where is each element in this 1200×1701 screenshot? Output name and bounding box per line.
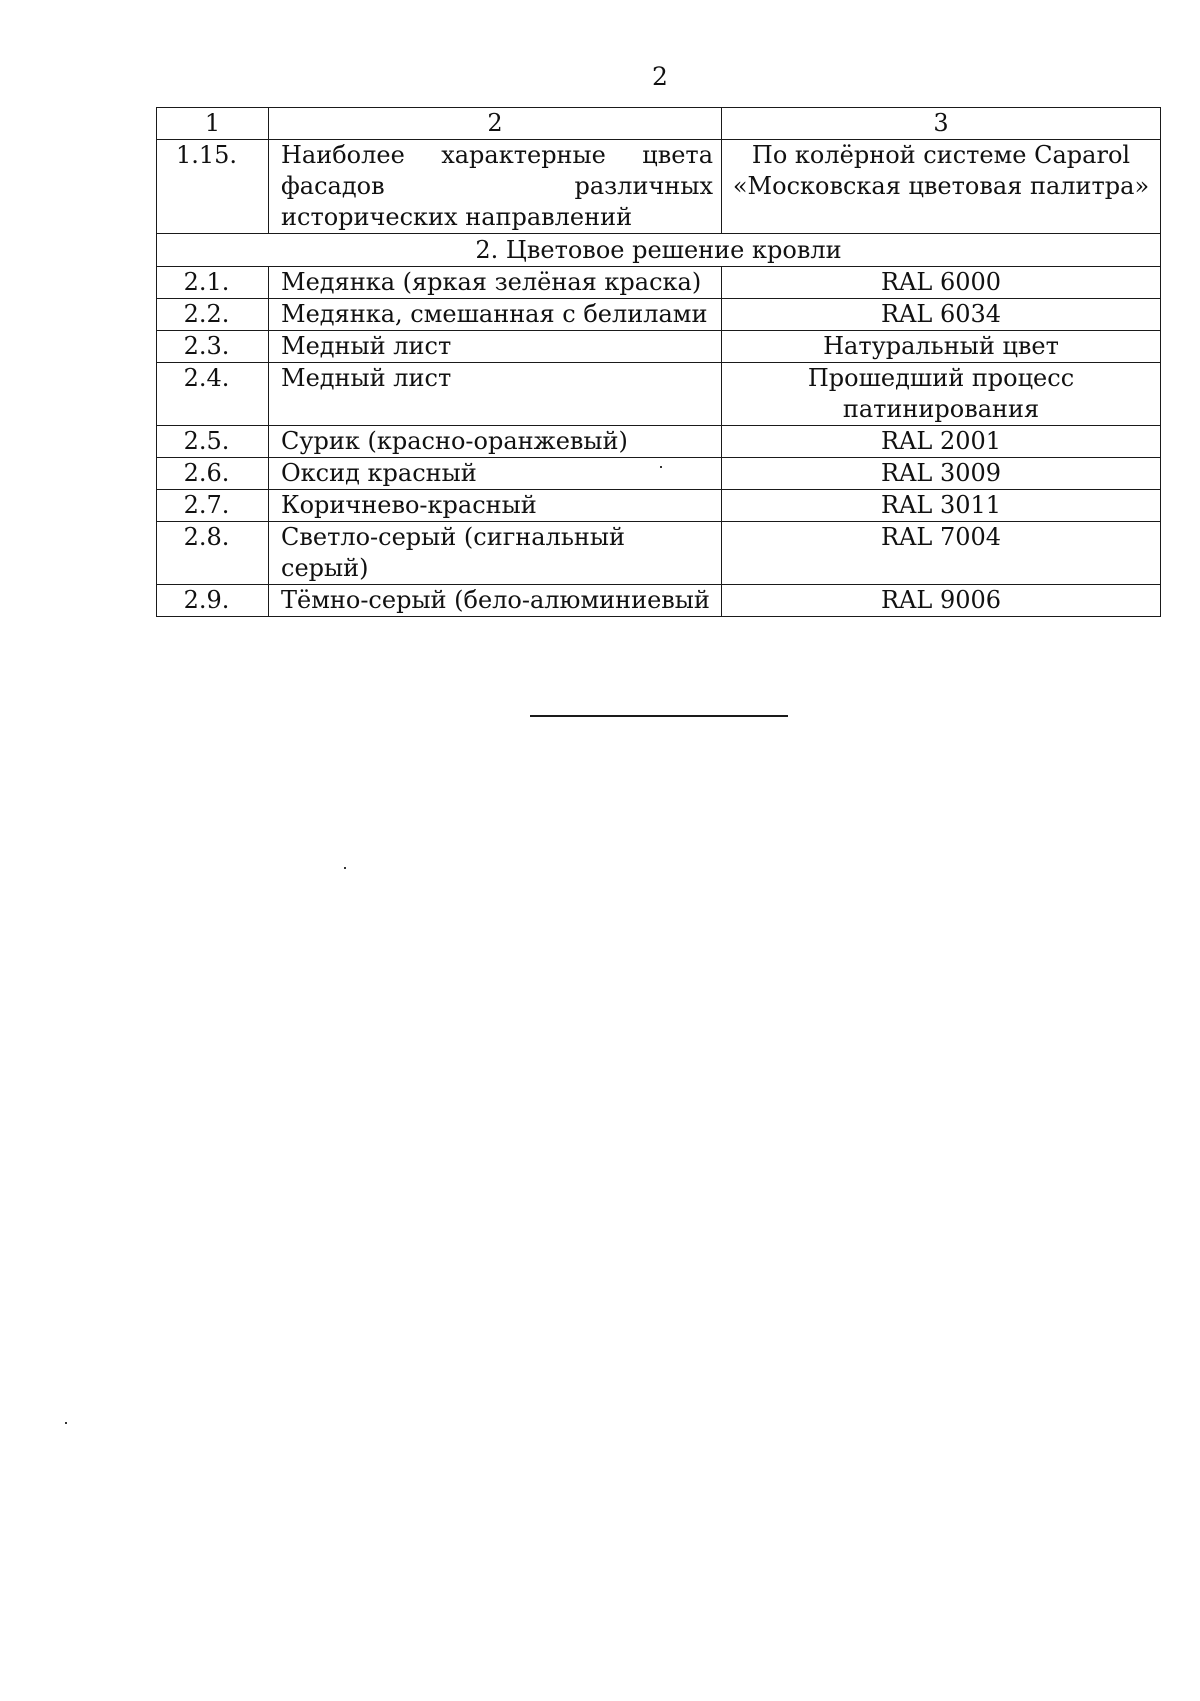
- roof-color-table: [156, 107, 1161, 617]
- row-value: RAL 7004: [722, 522, 1161, 585]
- row-value: RAL 6000: [722, 267, 1161, 299]
- scan-speck: [344, 867, 346, 869]
- page-number: 2: [652, 62, 668, 91]
- table-row: [157, 426, 1161, 458]
- table-header-row: [157, 108, 1161, 140]
- row-name: Медный лист: [269, 331, 722, 363]
- row-value: Натуральный цвет: [722, 331, 1161, 363]
- scan-speck: [660, 466, 662, 468]
- table-row: [157, 585, 1161, 617]
- row-number: 2.6.: [157, 458, 269, 490]
- table-row: [157, 522, 1161, 585]
- row-name: Тёмно-серый (бело-алюминиевый: [269, 585, 722, 617]
- row-number: 2.3.: [157, 331, 269, 363]
- row-value: RAL 9006: [722, 585, 1161, 617]
- table-row: [157, 490, 1161, 522]
- row-value: По колёрной системе Caparol «Московская цветовая палитра»: [722, 140, 1161, 234]
- row-value: RAL 3009: [722, 458, 1161, 490]
- table-row: [157, 299, 1161, 331]
- table-row: [157, 267, 1161, 299]
- column-number-1: 1: [157, 108, 269, 140]
- row-number: 2.1.: [157, 267, 269, 299]
- section-title: 2. Цветовое решение кровли: [157, 234, 1161, 267]
- row-number: 2.9.: [157, 585, 269, 617]
- row-number: 2.8.: [157, 522, 269, 585]
- table-row: [157, 331, 1161, 363]
- row-name: Коричнево-красный: [269, 490, 722, 522]
- section-heading-row: [157, 234, 1161, 267]
- row-value: RAL 2001: [722, 426, 1161, 458]
- end-divider-line: [530, 715, 788, 717]
- row-name: Наиболее характерные цвета фасадов различных исторических направлений: [269, 140, 722, 234]
- row-name: Медянка, смешанная с белилами: [269, 299, 722, 331]
- row-name: Оксид красный: [269, 458, 722, 490]
- row-number: 1.15.: [157, 140, 269, 234]
- column-number-2: 2: [269, 108, 722, 140]
- row-number: 2.2.: [157, 299, 269, 331]
- table-row: [157, 458, 1161, 490]
- column-number-3: 3: [722, 108, 1161, 140]
- scan-speck: [65, 1422, 67, 1424]
- table-row: [157, 140, 1161, 234]
- row-name: Медянка (яркая зелёная краска): [269, 267, 722, 299]
- row-name: Сурик (красно-оранжевый): [269, 426, 722, 458]
- row-name: Светло-серый (сигнальный серый): [269, 522, 722, 585]
- row-value: RAL 6034: [722, 299, 1161, 331]
- table-row: [157, 363, 1161, 426]
- row-number: 2.7.: [157, 490, 269, 522]
- row-name: Медный лист: [269, 363, 722, 426]
- row-number: 2.4.: [157, 363, 269, 426]
- row-value: Прошедший процесс патинирования: [722, 363, 1161, 426]
- row-value: RAL 3011: [722, 490, 1161, 522]
- row-number: 2.5.: [157, 426, 269, 458]
